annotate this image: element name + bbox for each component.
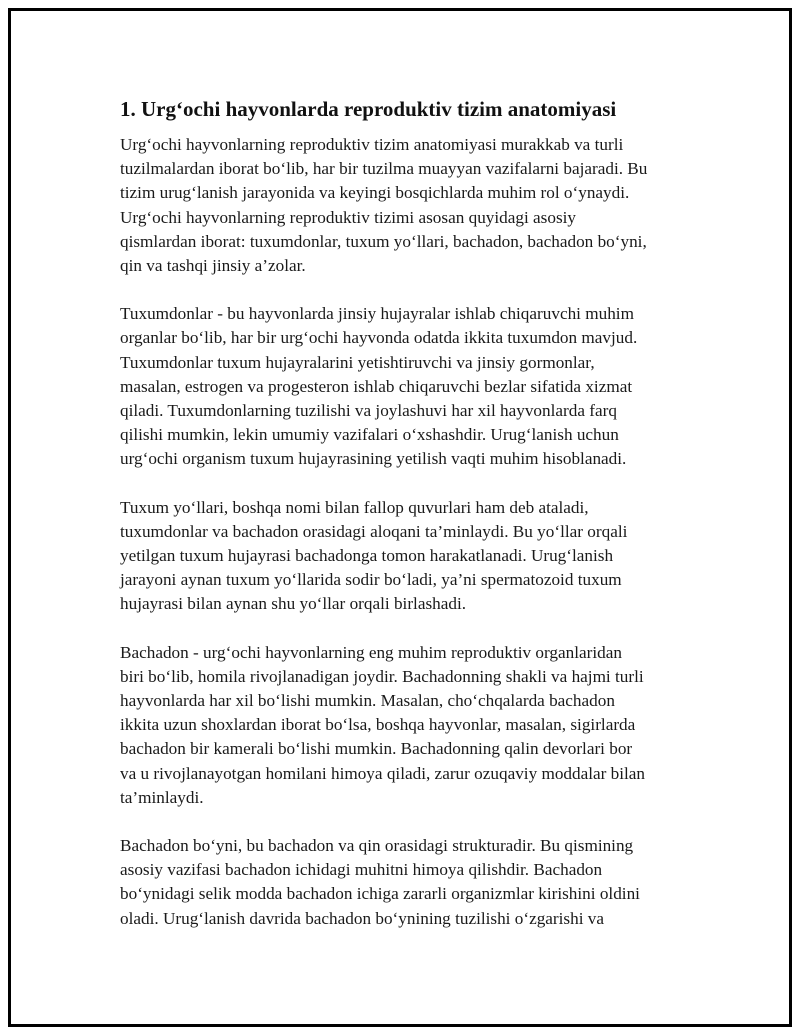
paragraph-cervix: Bachadon bo‘yni, bu bachadon va qin orasidagi strukturadir. Bu qismining asosiy vazifasi bachadon ichidagi muhitni himoya qilishdir. Bachadon bo‘ynidagi selik modda bachadon ichiga zararli organizmlar kirishini oldini oladi. Urug‘lanish davrida bachadon bo‘ynining tuzilishi o‘zgarishi va <box>120 836 640 928</box>
paragraph-oviducts: Tuxum yo‘llari, boshqa nomi bilan fallop quvurlari ham deb ataladi, tuxumdonlar va bachadon orasidagi aloqani ta’minlaydi. Bu yo‘llar orqali yetilgan tuxum hujayrasi bachadonga tomon harakatlanadi. Urug‘lanish jarayoni aynan tuxum yo‘llarida sodir bo‘ladi, ya’ni spermatozoid tuxum hujayrasi bilan aynan shu yo‘llar orqali birlashadi. <box>120 497 628 614</box>
document-page <box>8 8 792 1027</box>
paragraph-uterus: Bachadon - urg‘ochi hayvonlarning eng muhim reproduktiv organlaridan biri bo‘lib, homila rivojlanadigan joydir. Bachadonning shakli va hajmi turli hayvonlarda har xil bo‘lishi mumkin. Masalan, cho‘chqalarda bachadon ikkita uzun shoxlardan iborat bo‘lsa, boshqa hayvonlar, masalan, sigirlarda bachadon bir kamerali bo‘lishi mumkin. Bachadonning qalin devorlari bor va u rivojlanayotgan homilani himoya qiladi, zarur ozuqaviy moddalar bilan ta’minlaydi. <box>120 642 646 807</box>
paragraph-ovaries: Tuxumdonlar - bu hayvonlarda jinsiy hujayralar ishlab chiqaruvchi muhim organlar bo‘lib, har bir urg‘ochi hayvonda odatda ikkita tuxumdon mavjud. Tuxumdonlar tuxum hujayralarini yetishtiruvchi va jinsiy gormonlar, masalan, estrogen va progesteron ishlab chiqaruvchi bezlar sifatida xizmat qiladi. Tuxumdonlarning tuzilishi va joylashuvi har xil hayvonlarda farq qilishi mumkin, lekin umumiy vazifalari o‘xshashdir. Urug‘lanish uchun urg‘ochi organism tuxum hujayrasining yetilish vaqti muhim hisoblanadi. <box>120 304 638 469</box>
document-body <box>120 95 700 955</box>
section-title: 1. Urg‘ochi hayvonlarda reproduktiv tizim anatomiyasi <box>120 97 617 121</box>
paragraph-intro: Urg‘ochi hayvonlarning reproduktiv tizim anatomiyasi murakkab va turli tuzilmalardan iborat bo‘lib, har bir tuzilma muayyan vazifalarni bajaradi. Bu tizim urug‘lanish jarayonida va keyingi bosqichlarda muhim rol o‘ynaydi. Urg‘ochi hayvonlarning reproduktiv tizimi asosan quyidagi asosiy qismlardan iborat: tuxumdonlar, tuxum yo‘llari, bachadon, bachadon bo‘yni, qin va tashqi jinsiy a’zolar. <box>120 135 648 276</box>
